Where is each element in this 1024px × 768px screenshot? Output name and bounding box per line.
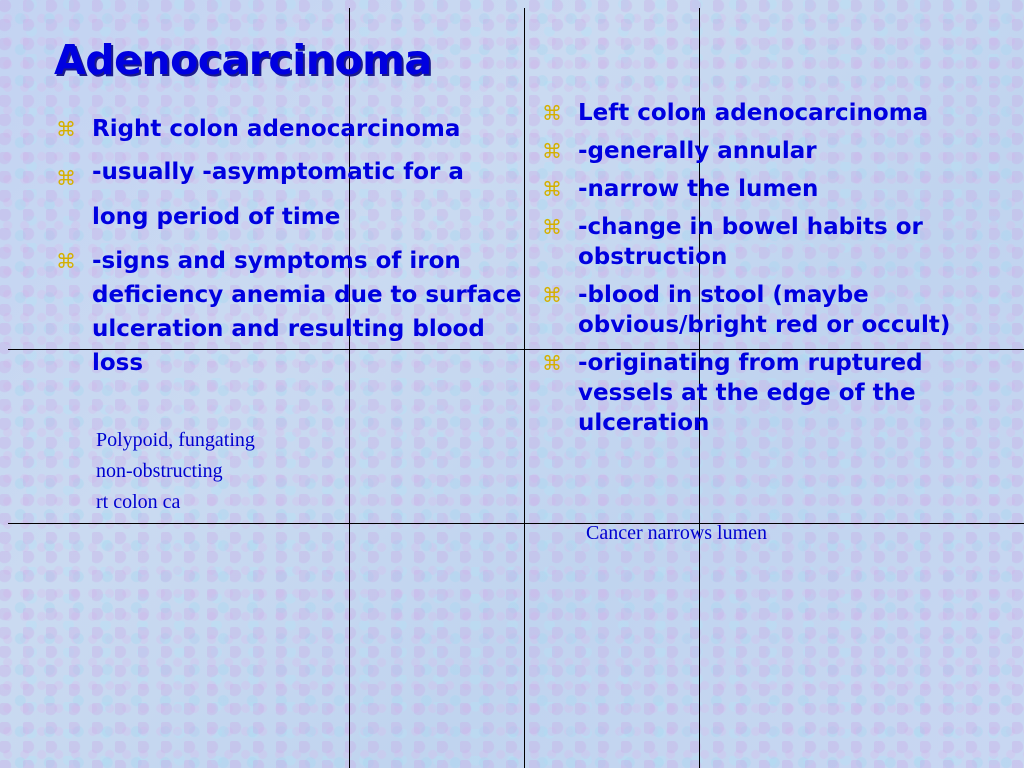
- command-bullet-icon: ⌘: [56, 249, 76, 273]
- bullet-item: [540, 348, 1010, 438]
- command-bullet-icon: ⌘: [542, 177, 562, 201]
- left-image-caption: Polypoid, fungating non-obstructing rt colon ca: [96, 429, 255, 513]
- bullet-text: Left colon adenocarcinoma: [578, 100, 929, 126]
- grid-line-horizontal-2: [8, 523, 1024, 524]
- command-bullet-icon: ⌘: [56, 117, 76, 141]
- right-bullet-list: [540, 98, 1010, 438]
- bullet-text: Right colon adenocarcinoma: [92, 116, 461, 142]
- bullet-item: [540, 136, 1010, 166]
- command-bullet-icon: ⌘: [542, 139, 562, 163]
- bullet-text: -change in bowel habits or obstruction: [578, 214, 923, 270]
- bullet-text: -generally annular: [578, 138, 817, 164]
- slide-title: Adenocarcinoma: [54, 36, 432, 84]
- bullet-text: -blood in stool (maybe obvious/bright red or occult): [578, 282, 951, 338]
- command-bullet-icon: ⌘: [542, 351, 562, 375]
- bullet-item: [54, 244, 524, 380]
- grid-line-vertical-2: [524, 8, 525, 768]
- bullet-item: [540, 212, 1010, 272]
- bullet-item: [540, 174, 1010, 204]
- bullet-text: -narrow the lumen: [578, 176, 819, 202]
- command-bullet-icon: ⌘: [542, 283, 562, 307]
- command-bullet-icon: ⌘: [56, 166, 76, 190]
- bullet-text: -usually -asymptomatic for a long period of time: [92, 159, 464, 230]
- command-bullet-icon: ⌘: [542, 215, 562, 239]
- bullet-text: -originating from ruptured vessels at the edge of the ulceration: [578, 350, 923, 436]
- right-image-caption: Cancer narrows lumen: [586, 522, 768, 544]
- left-bullet-list: [54, 112, 524, 380]
- bullet-item: [54, 112, 524, 146]
- bullet-item: [540, 98, 1010, 128]
- bullet-text: -signs and symptoms of iron deficiency anemia due to surface ulceration and resulting blood loss: [92, 248, 522, 376]
- bullet-item: [540, 280, 1010, 340]
- bullet-item: [54, 150, 524, 240]
- command-bullet-icon: ⌘: [542, 101, 562, 125]
